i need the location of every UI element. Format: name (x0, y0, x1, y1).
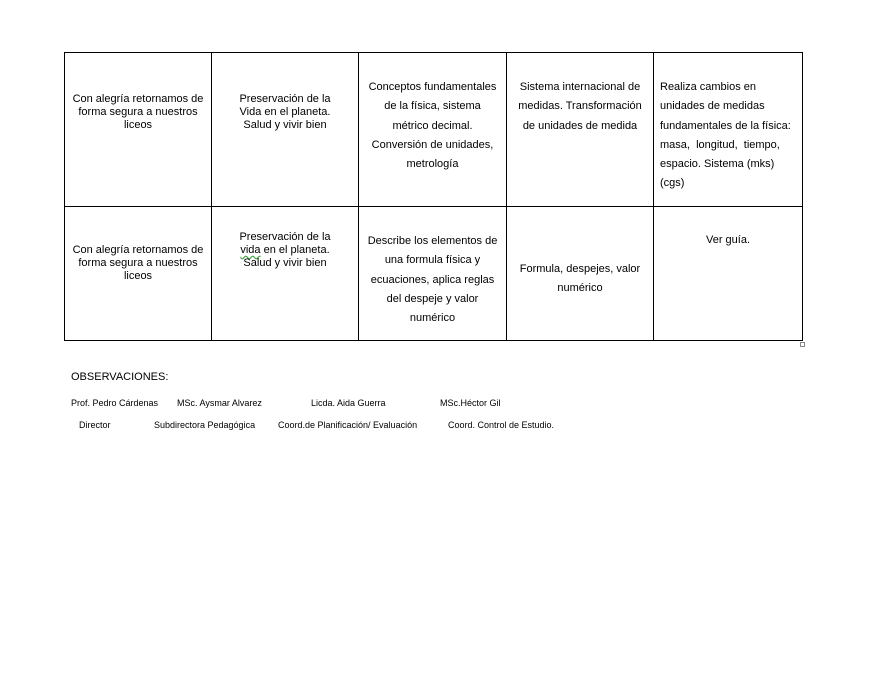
planning-table (64, 52, 803, 341)
table-row (65, 207, 803, 341)
table-resize-handle[interactable] (800, 342, 805, 347)
cell-line: metrología (406, 158, 459, 171)
cell-line: liceos (123, 270, 153, 282)
table-cell (212, 207, 359, 341)
cell-line: masa, longitud, tiempo, (660, 138, 780, 151)
table-cell (507, 53, 654, 207)
cell-line: Preservación de la (239, 231, 331, 243)
cell-line: Sistema internacional de (519, 81, 641, 93)
cell-line: Preservación de la (239, 93, 331, 105)
signature-name: Licda. Aida Guerra (311, 398, 386, 408)
cell-line: forma segura a nuestros (78, 106, 198, 118)
table-cell (359, 53, 507, 207)
table-cell (212, 53, 359, 207)
observaciones-label: OBSERVACIONES: (71, 371, 169, 383)
cell-line (212, 244, 358, 257)
table-cell (65, 207, 212, 341)
cell-line: (cgs) (660, 177, 685, 190)
cell-line: Salud y vivir bien (243, 119, 327, 131)
cell-line: unidades de medidas (660, 100, 765, 113)
signature-name: Prof. Pedro Cárdenas (71, 398, 159, 408)
table-cell (654, 207, 803, 341)
cell-line: Con alegría retornamos de (72, 244, 204, 256)
cell-line: una formula física y (384, 254, 481, 267)
cell-line: Formula, despejes, valor (519, 263, 641, 275)
cell-line: Con alegría retornamos de (72, 93, 204, 105)
table-cell (359, 207, 507, 341)
cell-line: del despeje y valor (386, 292, 479, 305)
cell-line: de unidades de medida (522, 119, 638, 132)
spellcheck-word: vida (240, 244, 261, 256)
cell-line: de la física, sistema (384, 100, 481, 113)
cell-line: Ver guía. (705, 234, 751, 246)
cell-line: liceos (123, 119, 153, 131)
cell-line: Conceptos fundamentales (368, 81, 497, 93)
cell-line: numérico (557, 282, 603, 295)
cell-line: métrico decimal. (392, 119, 473, 132)
cell-line: Salud y vivir bien (243, 257, 327, 269)
cell-line-rest: en el planeta. (260, 244, 330, 256)
table-cell (654, 53, 803, 207)
table-cell (65, 53, 212, 207)
table-cell (507, 207, 654, 341)
signature-role: Coord.de Planificación/ Evaluación (278, 420, 418, 430)
signature-role: Director (79, 420, 111, 430)
signature-role: Subdirectora Pedagógica (154, 420, 256, 430)
cell-line: Realiza cambios en (660, 81, 756, 93)
cell-line: espacio. Sistema (mks) (660, 158, 775, 171)
cell-line: Describe los elementos de (367, 235, 498, 247)
cell-line: numérico (409, 312, 456, 325)
signature-name: MSc.Héctor Gil (440, 398, 501, 408)
cell-line: Conversión de unidades, (371, 138, 494, 151)
cell-line: fundamentales de la física: (660, 119, 791, 132)
signature-role: Coord. Control de Estudio. (448, 420, 555, 430)
cell-line: ecuaciones, aplica reglas (370, 273, 495, 286)
cell-line: medidas. Transformación (518, 100, 642, 113)
table-row (65, 53, 803, 207)
cell-line: Vida en el planeta. (239, 106, 331, 118)
cell-line: forma segura a nuestros (78, 257, 198, 269)
signature-name: MSc. Aysmar Alvarez (177, 398, 262, 408)
